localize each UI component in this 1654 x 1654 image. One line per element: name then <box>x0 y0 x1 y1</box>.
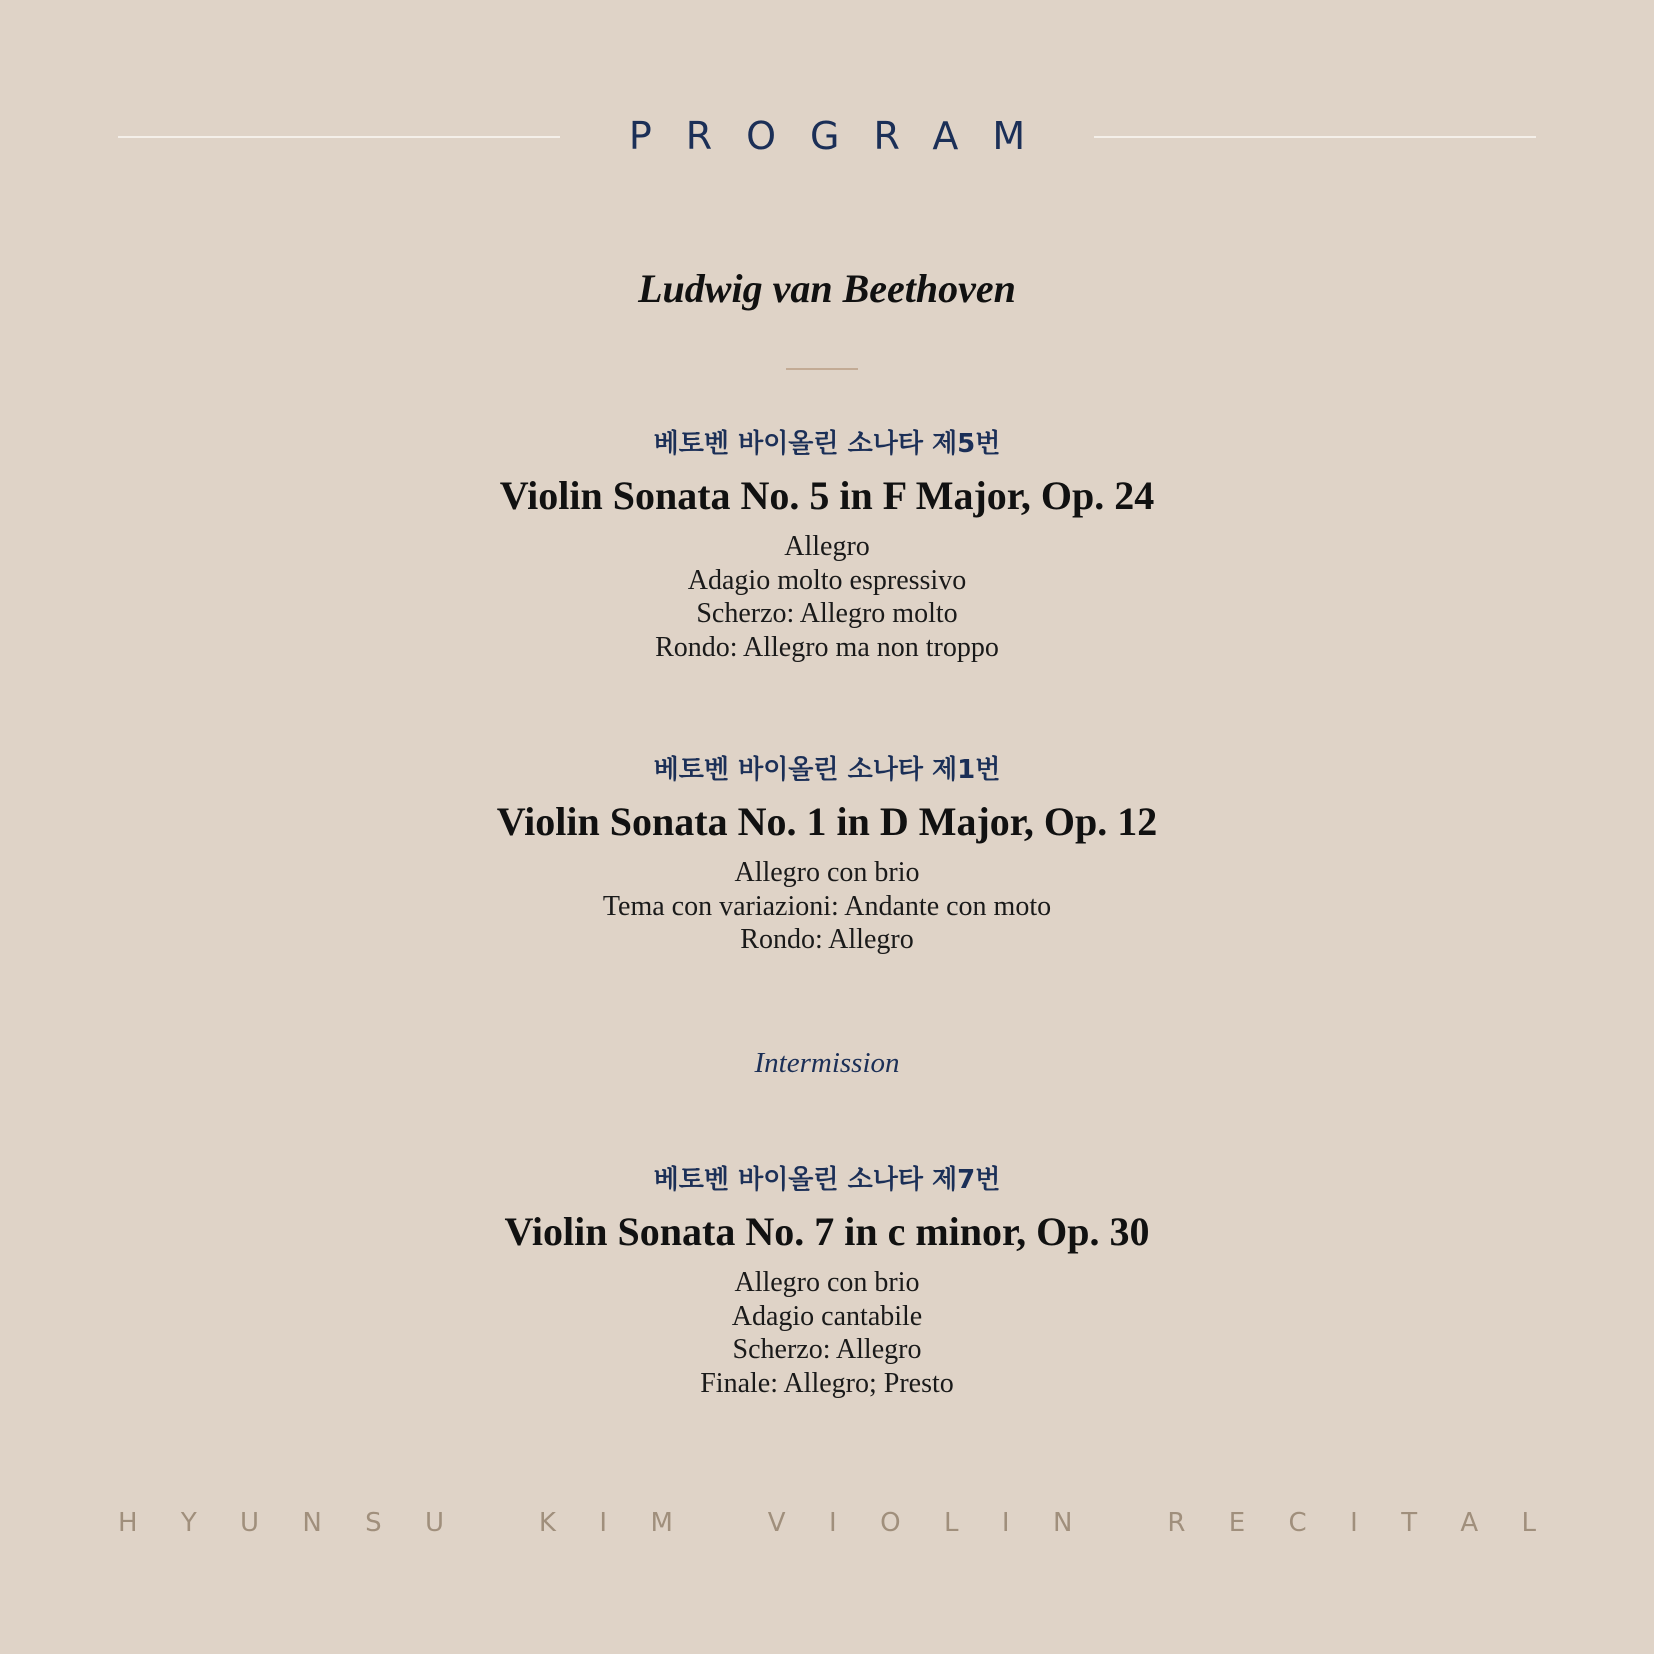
recital-footer <box>118 1500 1536 1546</box>
movement-item: Scherzo: Allegro <box>732 1334 922 1365</box>
footer-letter: I <box>1001 1508 1010 1538</box>
footer-letter: I <box>829 1508 837 1538</box>
footer-letter: N <box>302 1508 322 1538</box>
footer-letter: S <box>365 1508 382 1538</box>
program-header <box>118 108 1536 164</box>
piece-title: Violin Sonata No. 1 in D Major, Op. 12 <box>496 799 1158 844</box>
movement-item: Adagio molto espressivo <box>687 564 967 596</box>
footer-letter: Y <box>180 1508 197 1538</box>
movement-item: Scherzo: Allegro molto <box>696 598 958 629</box>
composer-divider <box>786 368 858 370</box>
movement-item: Allegro con brio <box>734 1267 920 1298</box>
footer-letter <box>1116 1500 1124 1546</box>
footer-letter: E <box>1228 1508 1246 1538</box>
footer-letter: U <box>240 1508 260 1538</box>
movement-item: Tema con variazioni: Andante con moto <box>602 890 1052 922</box>
footer-letter: H <box>118 1508 138 1538</box>
footer-letter: U <box>424 1508 444 1538</box>
movement-item: Adagio cantabile <box>731 1300 923 1332</box>
footer-letter: I <box>599 1508 608 1538</box>
header-right-rule <box>1094 136 1536 138</box>
piece-sonata-5 <box>0 420 1654 664</box>
footer-letter: N <box>1053 1508 1073 1538</box>
footer-letter: M <box>650 1508 673 1538</box>
footer-letter: R <box>1167 1508 1186 1538</box>
piece-sonata-7 <box>0 1156 1654 1400</box>
piece-korean-title: 베토벤 바이올린 소나타 제5번 <box>653 429 1001 459</box>
footer-letter: A <box>1460 1508 1479 1538</box>
composer-name: Ludwig van Beethoven <box>638 266 1016 311</box>
piece-korean-title: 베토벤 바이올린 소나타 제7번 <box>653 1165 1001 1195</box>
footer-letter: I <box>1350 1508 1358 1538</box>
movement-item: Allegro <box>784 531 870 562</box>
footer-letter: C <box>1288 1508 1307 1538</box>
intermission-label: Intermission <box>754 1047 900 1079</box>
piece-sonata-1 <box>0 746 1654 957</box>
piece-title: Violin Sonata No. 5 in F Major, Op. 24 <box>499 473 1155 518</box>
footer-letter: L <box>943 1508 959 1538</box>
footer-letter: V <box>767 1508 786 1538</box>
movement-item: Allegro con brio <box>734 857 920 888</box>
piece-title: Violin Sonata No. 7 in c minor, Op. 30 <box>504 1209 1150 1254</box>
footer-letter: O <box>880 1508 901 1538</box>
footer-letter <box>487 1500 495 1546</box>
movement-item: Rondo: Allegro <box>740 924 914 955</box>
footer-letter <box>716 1500 724 1546</box>
footer-letter: K <box>538 1508 556 1538</box>
program-title: PROGRAM <box>628 114 1060 158</box>
header-left-rule <box>118 136 560 138</box>
footer-letter: L <box>1521 1508 1536 1538</box>
piece-korean-title: 베토벤 바이올린 소나타 제1번 <box>653 755 1001 785</box>
movement-item: Finale: Allegro; Presto <box>700 1367 954 1399</box>
movement-item: Rondo: Allegro ma non troppo <box>655 631 999 663</box>
footer-letter: T <box>1401 1508 1418 1538</box>
